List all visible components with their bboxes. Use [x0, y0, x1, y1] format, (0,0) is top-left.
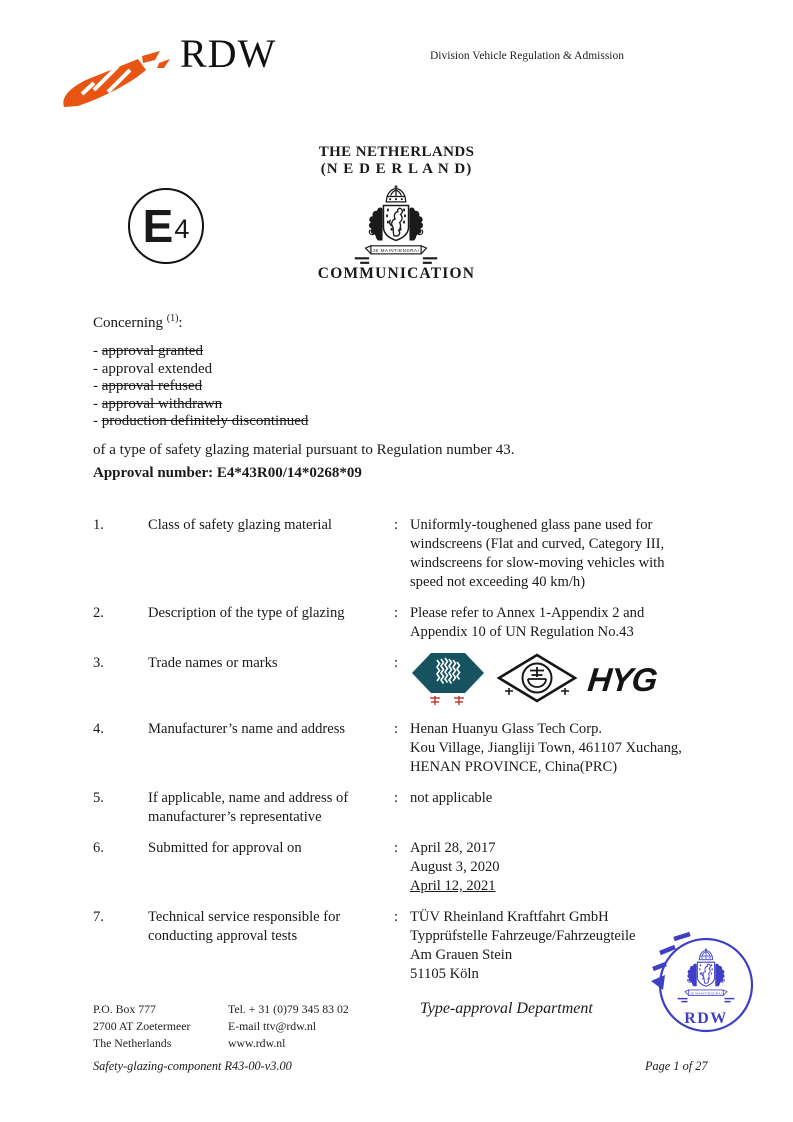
item-value-line: TÜV Rheinland Kraftfahrt GmbH	[410, 909, 609, 925]
approval-item-row	[93, 516, 705, 592]
hyg-wordmark: HYG	[586, 660, 659, 698]
footer-address-line: 2700 AT Zoetermeer	[93, 1019, 191, 1033]
item-colon: :	[394, 840, 399, 856]
item-value	[410, 720, 705, 777]
item-value	[410, 789, 705, 827]
netherlands-coat-of-arms	[342, 184, 450, 270]
footnote-ref: (1)	[166, 313, 179, 324]
footer-contact-line: Tel. + 31 (0)79 345 83 02	[228, 1002, 349, 1016]
huanyu-diamond-seal-logo-icon	[495, 650, 579, 708]
item-number: 3.	[93, 655, 104, 671]
item-colon: :	[394, 517, 399, 533]
concerning-option-text: approval withdrawn	[101, 395, 223, 412]
footer-contact-line: www.rdw.nl	[228, 1036, 286, 1050]
concerning-option-text: approval refused	[101, 378, 203, 394]
concerning-options	[93, 343, 633, 431]
e4-approval-mark	[128, 188, 204, 264]
department-signature: Type-approval Department	[420, 1000, 593, 1017]
item-label: Technical service responsible for conducting approval tests	[148, 909, 341, 944]
item-label: Description of the type of glazing	[148, 605, 345, 621]
approval-number: Approval number: E4*43R00/14*0268*09	[93, 465, 362, 481]
item-value-line: August 3, 2020	[410, 859, 500, 875]
item-value-line: 51105 Köln	[410, 966, 479, 982]
footer-contact-line: E-mail ttv@rdw.nl	[228, 1019, 317, 1033]
rdw-wing-logo-icon	[60, 50, 178, 110]
concerning-subject: of a type of safety glazing material pursuant to Regulation number 43.	[93, 441, 515, 458]
e4-number: 4	[174, 213, 190, 244]
item-value-line: Typprüfstelle Fahrzeuge/Fahrzeugteile	[410, 928, 636, 944]
item-number: 5.	[93, 790, 104, 806]
approval-items-list	[93, 516, 705, 996]
item-colon: :	[394, 605, 399, 621]
hexagon-logo-chinese-caption	[430, 696, 464, 705]
item-label: If applicable, name and address of manufacturer’s representative	[148, 790, 349, 825]
concerning-option: - approval granted	[93, 343, 203, 359]
item-value-line: Henan Huanyu Glass Tech Corp.	[410, 721, 603, 737]
item-value-line: April 12, 2021	[410, 878, 496, 894]
concerning-option: - production definitely discontinued	[93, 413, 309, 429]
concerning-colon: :	[178, 315, 183, 331]
approval-item-row	[93, 839, 705, 896]
item-number: 4.	[93, 721, 104, 737]
item-value	[410, 516, 705, 592]
item-value	[410, 839, 705, 896]
document-reference: Safety-glazing-component R43-00-v3.00	[93, 1059, 292, 1073]
approval-item-row	[93, 654, 705, 708]
concerning-option: - approval withdrawn	[93, 395, 223, 412]
item-number: 7.	[93, 909, 104, 925]
item-value-line: Am Grauen Stein	[410, 947, 513, 963]
concerning-heading	[93, 313, 633, 332]
rdw-blue-stamp	[648, 929, 758, 1041]
item-value-line: April 28, 2017	[410, 840, 496, 856]
item-value-line: Uniformly-toughened glass pane used for	[410, 517, 653, 533]
division-text: Division Vehicle Regulation & Admission	[430, 50, 625, 62]
item-label: Trade names or marks	[148, 655, 278, 671]
communication-title: COMMUNICATION	[317, 265, 476, 282]
item-colon: :	[394, 655, 399, 671]
footer-address-line: P.O. Box 777	[93, 1002, 156, 1016]
page-indicator: Page 1 of 27	[645, 1059, 708, 1073]
item-number: 1.	[93, 517, 104, 533]
item-value-line: HENAN PROVINCE, China(PRC)	[410, 759, 618, 775]
concerning-option-text: production definitely discontinued	[101, 413, 309, 429]
huanyu-hexagon-glass-logo-icon	[410, 650, 486, 708]
approval-item-row	[93, 789, 705, 827]
item-value-line: Please refer to Annex 1-Appendix 2 and	[410, 605, 645, 621]
concerning-option: - approval refused	[93, 378, 203, 394]
item-value-line: Appendix 10 of UN Regulation No.43	[410, 624, 634, 640]
item-value-line: not applicable	[410, 790, 493, 806]
concerning-section	[93, 313, 633, 459]
e4-letter: E	[142, 200, 174, 252]
concerning-option-text: approval extended	[101, 360, 213, 377]
country-title: THE NETHERLANDS	[318, 144, 475, 160]
approval-item-row	[93, 720, 705, 777]
item-value	[410, 654, 705, 708]
item-value-line: speed not exceeding 40 km/h)	[410, 574, 586, 590]
stamp-rdw-text: RDW	[684, 1010, 728, 1027]
item-value-line: windscreens (Flat and curved, Category III,	[410, 536, 665, 552]
item-value-line: Kou Village, Jiangliji Town, 461107 Xuchang,	[410, 740, 682, 756]
footer-contact-block	[228, 1001, 349, 1052]
concerning-option-text: approval granted	[101, 343, 203, 359]
item-label: Manufacturer’s name and address	[148, 721, 346, 737]
item-value	[410, 604, 705, 642]
item-colon: :	[394, 909, 399, 925]
item-label: Submitted for approval on	[148, 840, 302, 856]
footer-address-block	[93, 1001, 190, 1052]
country-title-native: (N E D E R L A N D)	[320, 161, 473, 177]
item-colon: :	[394, 790, 399, 806]
item-number: 6.	[93, 840, 104, 856]
item-label: Class of safety glazing material	[148, 517, 332, 533]
concerning-label: Concerning	[93, 315, 163, 331]
brand-text: RDW	[180, 31, 277, 76]
item-number: 2.	[93, 605, 104, 621]
approval-item-row	[93, 604, 705, 642]
concerning-option: - approval extended	[93, 360, 213, 377]
item-value-line: windscreens for slow-moving vehicles with	[410, 555, 665, 571]
trade-marks-row	[410, 650, 705, 708]
approval-item-row	[93, 908, 705, 984]
item-colon: :	[394, 721, 399, 737]
footer-address-line: The Netherlands	[93, 1036, 172, 1050]
